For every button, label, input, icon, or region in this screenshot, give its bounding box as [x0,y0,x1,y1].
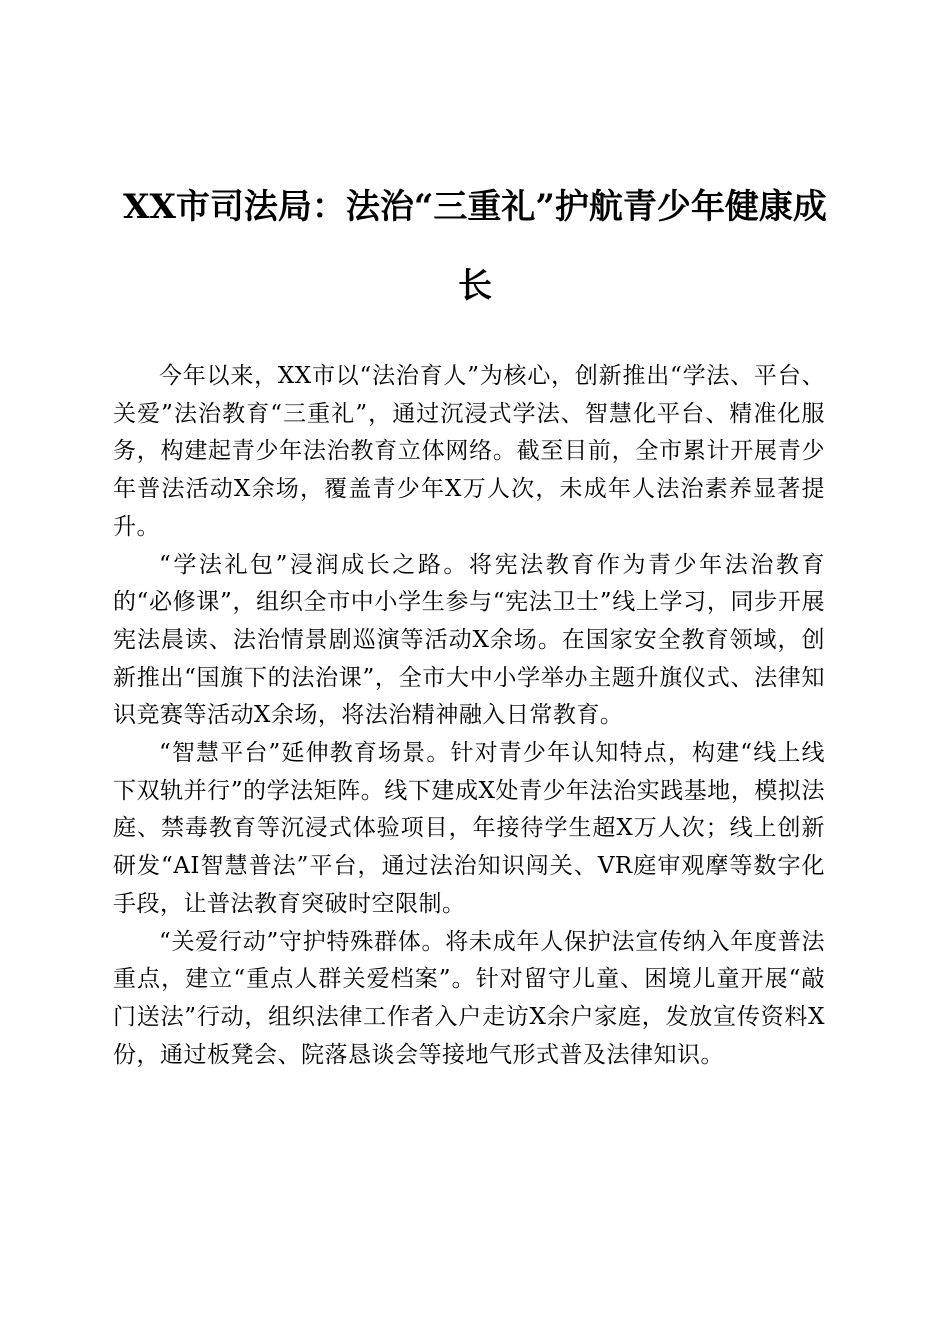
paragraph-learning-package: “学法礼包”浸润成长之路。将宪法教育作为青少年法治教育的“必修课”，组织全市中小学生参与“宪法卫士”线上学习，同步开展宪法晨读、法治情景剧巡演等活动X余场。在国家安全教育领域，创新推出“国旗下的法治课”，全市大中小学举办主题升旗仪式、法律知识竞赛等活动X余场，将法治精神融入日常教育。 [113,551,825,729]
document-title: XX市司法局：法治“三重礼”护航青少年健康成长 [123,187,827,306]
paragraph-smart-platform: “智慧平台”延伸教育场景。针对青少年认知特点，构建“线上线下双轨并行”的学法矩阵。线下建成X处青少年法治实践基地，模拟法庭、禁毒教育等沉浸式体验项目，年接待学生超X万人次；线上创新研发“AI智慧普法”平台，通过法治知识闯关、VR庭审观摩等数字化手段，让普法教育突破时空限制。 [113,740,825,917]
document-body [113,358,825,1074]
paragraph-intro: 今年以来，XX市以“法治育人”为核心，创新推出“学法、平台、关爱”法治教育“三重礼”，通过沉浸式学法、智慧化平台、精准化服务，构建起青少年法治教育立体网络。截至目前，全市累计开展青少年普法活动X余场，覆盖青少年X万人次，未成年人法治素养显著提升。 [113,363,825,540]
paragraph-care-action: “关爱行动”守护特殊群体。将未成年人保护法宣传纳入年度普法重点，建立“重点人群关爱档案”。针对留守儿童、困境儿童开展“敲门送法”行动，组织法律工作者入户走访X余户家庭，发放宣传资料X份，通过板凳会、院落恳谈会等接地气形式普及法律知识。 [113,928,825,1068]
